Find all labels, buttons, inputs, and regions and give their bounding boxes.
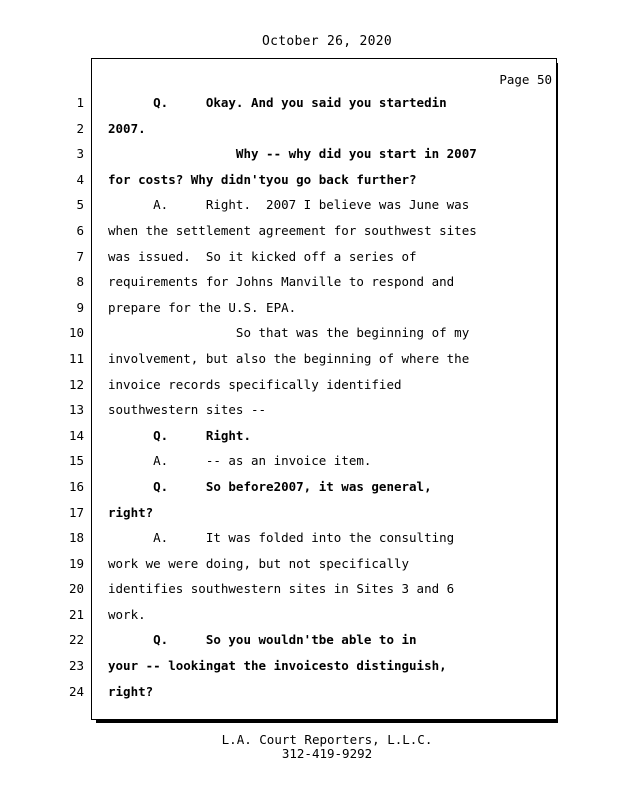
line-text: Q. Okay. And you said you startedin (108, 95, 447, 110)
line-number: 10 (68, 325, 84, 341)
transcript-line (0, 269, 618, 295)
transcript-line (0, 474, 618, 500)
line-text: A. It was folded into the consulting (108, 530, 455, 546)
line-number: 12 (68, 376, 84, 392)
transcript-line (0, 295, 618, 321)
transcript-line (0, 346, 618, 372)
transcript-line (0, 627, 618, 653)
transcript-line (0, 423, 618, 449)
transcript-line (0, 576, 618, 602)
transcript-line (0, 397, 618, 423)
line-number: 11 (68, 350, 84, 366)
line-number: 13 (68, 402, 84, 418)
line-number: 24 (68, 683, 84, 699)
line-number: 21 (68, 606, 84, 622)
footer-company: L.A. Court Reporters, L.L.C. (221, 732, 433, 747)
line-number: 19 (68, 555, 84, 571)
line-number: 23 (68, 658, 84, 674)
line-text: southwestern sites -- (108, 402, 267, 418)
header-date: October 26, 2020 (261, 34, 393, 49)
line-text: requirements for Johns Manville to respond and (108, 274, 455, 290)
line-number: 3 (76, 146, 84, 162)
transcript-line (0, 679, 618, 705)
transcript-line (0, 320, 618, 346)
line-number: 7 (76, 248, 84, 264)
transcript-line (0, 218, 618, 244)
transcript-line (0, 500, 618, 526)
transcript-line (0, 192, 618, 218)
transcript-line (0, 141, 618, 167)
line-number: 22 (68, 632, 84, 648)
line-text: invoice records specifically identified (108, 376, 402, 392)
line-text: 2007. (108, 120, 146, 136)
transcript-line (0, 244, 618, 270)
line-text: So that was the beginning of my (108, 325, 470, 341)
line-text: Why -- why did you start in 2007 (108, 146, 477, 162)
line-number: 16 (68, 478, 84, 494)
line-number: 18 (68, 530, 84, 546)
line-text: when the settlement agreement for southwest sites (108, 222, 477, 238)
line-text: right? (108, 683, 154, 699)
line-text: work we were doing, but not specifically (108, 555, 410, 571)
transcript-line (0, 525, 618, 551)
line-text: prepare for the U.S. EPA. (108, 299, 297, 315)
line-text: your -- lookingat the invoicesto distinguish, (108, 658, 447, 674)
transcript-line (0, 653, 618, 679)
page-number: Page 50 (499, 72, 552, 87)
line-text: work. (108, 606, 146, 622)
line-text: Q. So you wouldn'tbe able to in (108, 632, 417, 648)
line-number: 4 (76, 171, 84, 187)
line-text: identifies southwestern sites in Sites 3 and 6 (108, 581, 455, 597)
transcript-line (0, 116, 618, 142)
line-text: Q. So before2007, it was general, (108, 478, 432, 494)
transcript-line (0, 372, 618, 398)
line-text: for costs? Why didn'tyou go back further? (108, 171, 417, 187)
line-number: 17 (68, 504, 84, 520)
line-number: 2 (76, 120, 84, 136)
transcript-lines (0, 90, 618, 704)
line-number: 20 (68, 581, 84, 597)
line-number: 5 (76, 197, 84, 213)
transcript-line (0, 448, 618, 474)
line-text: involvement, but also the beginning of where the (108, 350, 470, 366)
transcript-line (0, 602, 618, 628)
line-text: right? (108, 504, 154, 520)
line-text: A. -- as an invoice item. (108, 453, 372, 469)
line-number: 15 (68, 453, 84, 469)
line-number: 9 (76, 299, 84, 315)
footer-phone: 312-419-9292 (281, 746, 373, 761)
line-text: Q. Right. (108, 427, 251, 443)
line-text: A. Right. 2007 I believe was June was (108, 197, 470, 213)
footer (0, 733, 618, 761)
line-number: 14 (68, 427, 84, 443)
transcript-line (0, 551, 618, 577)
line-number: 8 (76, 274, 84, 290)
line-number: 6 (76, 222, 84, 238)
line-number: 1 (76, 95, 84, 110)
transcript-line (0, 167, 618, 193)
transcript-line (0, 90, 618, 116)
line-text: was issued. So it kicked off a series of (108, 248, 417, 264)
